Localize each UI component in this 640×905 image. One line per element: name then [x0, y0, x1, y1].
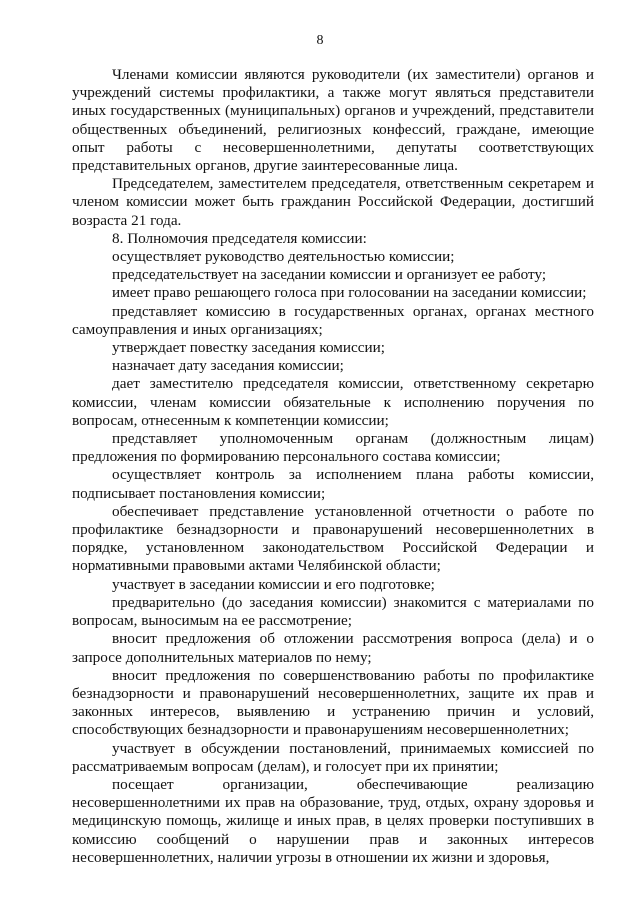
- list-item: обеспечивает представление установленной отчетности о работе по профилактике безнадзорности и правонарушений несовершеннолетних в порядке, установленном законодательством Российской Федерации и нормативными правовыми актами Челябинской области;: [72, 502, 594, 575]
- list-item: назначает дату заседания комиссии;: [112, 357, 344, 375]
- list-item: предварительно (до заседания комиссии) знакомится с материалами по вопросам, выносимым на ее рассмотрение;: [72, 593, 594, 630]
- list-item: посещает организации, обеспечивающие реализацию несовершеннолетними их прав на образование, труд, отдых, охрану здоровья и медицинскую помощь, жилище и иных прав, в целях проверки поступивших в комиссию сообщений о нарушении прав и законных интересов несовершеннолетних, наличии угрозы в отношении их жизни и здоровья,: [72, 775, 594, 866]
- list-item: участвует в обсуждении постановлений, принимаемых комиссией по рассматриваемым вопросам (делам), и голосует при их принятии;: [72, 739, 594, 775]
- document-body: [72, 66, 594, 867]
- paragraph-chair-eligibility: Председателем, заместителем председателя, ответственным секретарем и членом комиссии может быть гражданин Российской Федерации, достигший возраста 21 года.: [72, 175, 594, 229]
- list-item: представляет уполномоченным органам (должностным лицам) предложения по формированию персонального состава комиссии;: [72, 430, 594, 466]
- list-item: вносит предложения об отложении рассмотрения вопроса (дела) и о запросе дополнительных материалов по нему;: [72, 630, 594, 666]
- list-item: представляет комиссию в государственных органах, органах местного самоуправления и иных организациях;: [72, 302, 594, 338]
- list-item: имеет право решающего голоса при голосовании на заседании комиссии;: [112, 284, 587, 302]
- list-item: дает заместителю председателя комиссии, ответственному секретарю комиссии, членам комиссии обязательные к исполнению поручения по вопросам, отнесенным к компетенции комиссии;: [72, 375, 594, 429]
- list-item: осуществляет контроль за исполнением плана работы комиссии, подписывает постановления комиссии;: [72, 466, 594, 502]
- list-item: участвует в заседании комиссии и его подготовке;: [112, 575, 435, 593]
- list-item: осуществляет руководство деятельностью комиссии;: [112, 248, 455, 266]
- page-number: 8: [316, 33, 324, 48]
- paragraph-members: Членами комиссии являются руководители (их заместители) органов и учреждений системы профилактики, а также могут являться представители иных государственных (муниципальных) органов и учреждений, представители общественных объединений, религиозных конфессий, граждане, имеющие опыт работы с несовершеннолетними, депутаты соответствующих представительных органов, другие заинтересованные лица.: [72, 66, 594, 175]
- list-item: вносит предложения по совершенствованию работы по профилактике безнадзорности и правонарушений несовершеннолетних, защите их прав и законных интересов, выявлению и устранению причин и условий, способствующих безнадзорности и правонарушениям несовершеннолетних;: [72, 666, 594, 739]
- list-item: председательствует на заседании комиссии и организует ее работу;: [112, 266, 547, 284]
- section-heading-chair-powers: 8. Полномочия председателя комиссии:: [112, 229, 367, 247]
- list-item: утверждает повестку заседания комиссии;: [112, 339, 385, 357]
